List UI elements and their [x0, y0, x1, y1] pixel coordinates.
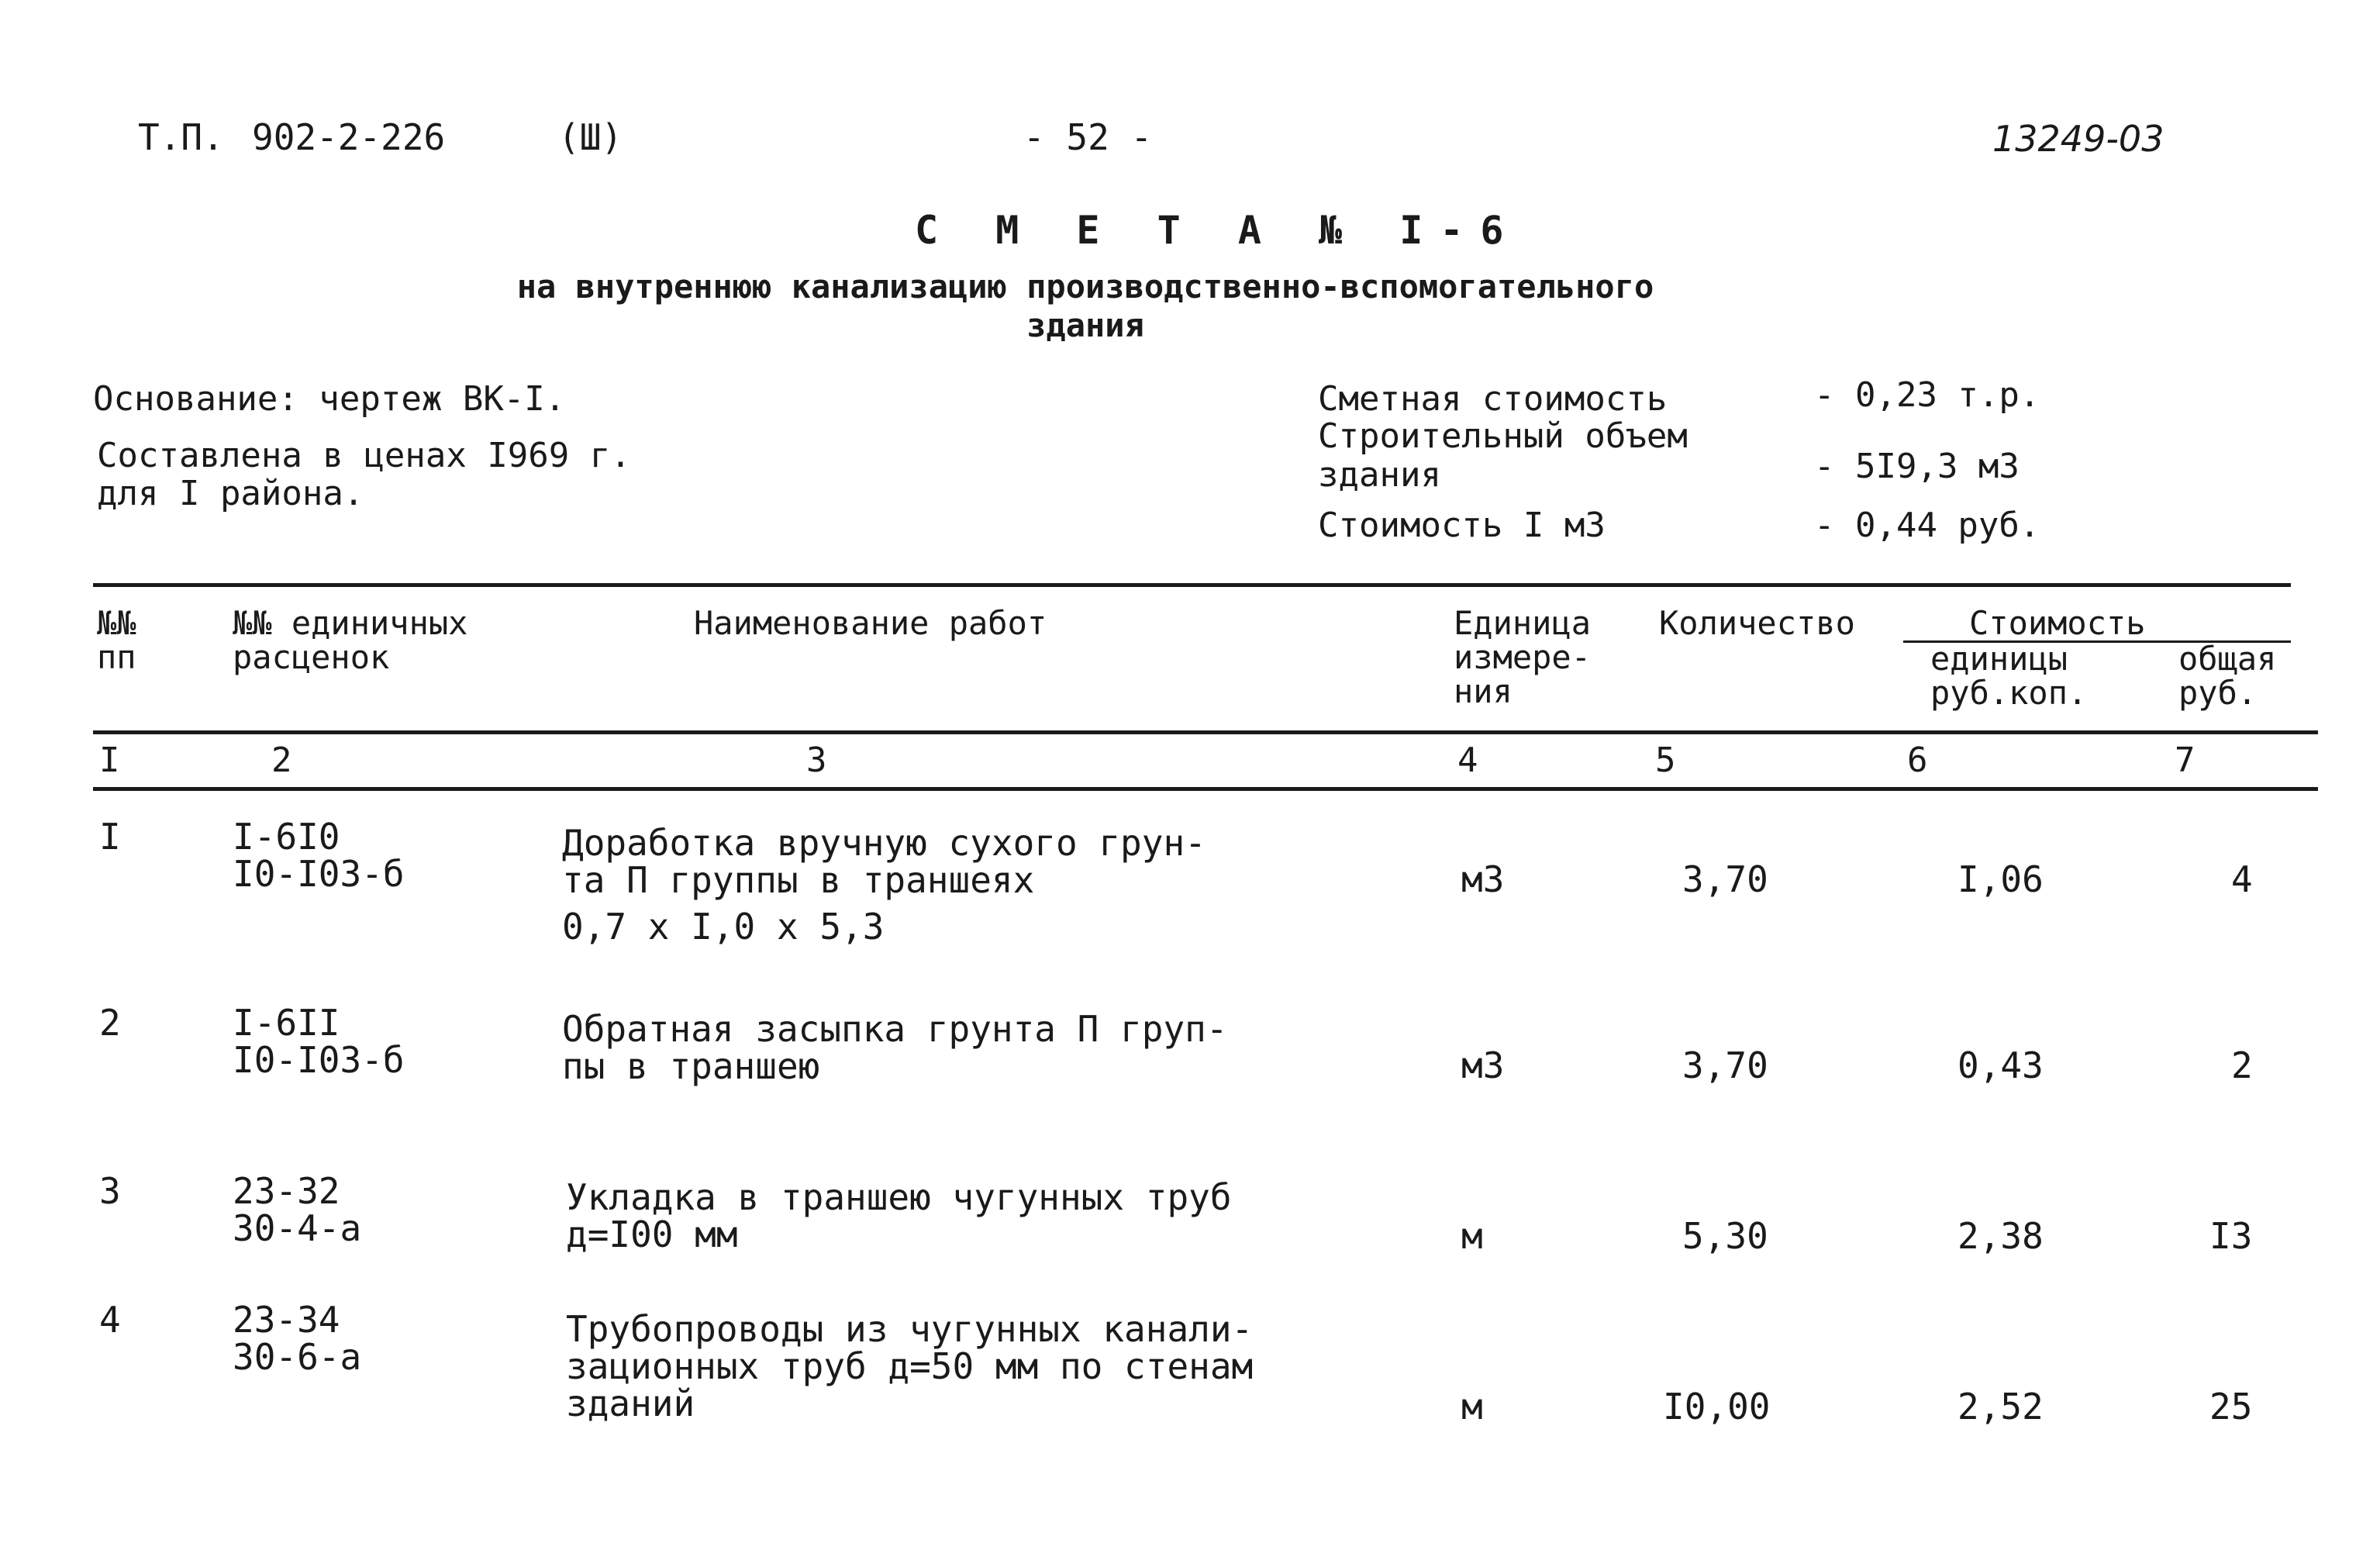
column-number: 2 — [271, 741, 292, 780]
row-rate — [233, 1301, 361, 1376]
row-total: 25 — [2209, 1386, 2253, 1428]
row-total: 2 — [2231, 1044, 2253, 1086]
row-unit: м — [1461, 1215, 1483, 1257]
row-work-name — [562, 1010, 1228, 1085]
basis-drawing: Основание: чертеж ВК-I. — [93, 379, 566, 419]
column-numbers-rule — [93, 787, 2318, 791]
row-work-name-line-1: Доработка вручную сухого грун- — [562, 822, 1206, 864]
row-unit-cost: 0,43 — [1957, 1044, 2044, 1086]
header-unit-line-3: ния — [1454, 672, 1513, 710]
row-unit: м — [1461, 1386, 1483, 1428]
column-number: 7 — [2175, 741, 2195, 780]
project-code: 902-2-226 — [252, 116, 446, 158]
archive-number: 13249-03 — [1992, 118, 2164, 160]
table-top-rule — [93, 583, 2291, 587]
row-rate-line-1: I-6I0 — [233, 816, 340, 858]
header-cost: Стоимость — [1969, 604, 2146, 642]
row-number: 4 — [99, 1299, 121, 1341]
header-rate — [233, 606, 467, 675]
header-no — [97, 606, 136, 675]
row-unit: м3 — [1461, 1044, 1505, 1086]
column-number: I — [99, 741, 120, 780]
row-work-name-line-2: пы в траншею — [562, 1045, 820, 1087]
row-work-name-line-2: д=I00 мм — [566, 1213, 738, 1255]
row-work-name-line-1: Обратная засыпка грунта П груп- — [562, 1008, 1228, 1050]
row-rate-line-2: 30-4-а — [233, 1207, 362, 1249]
row-rate-line-1: 23-32 — [233, 1170, 340, 1212]
header-work-name: Наименование работ — [694, 604, 1047, 642]
row-quantity: 5,30 — [1682, 1215, 1768, 1257]
row-work-name-line-1: Укладка в траншею чугунных труб — [566, 1176, 1232, 1218]
row-rate — [233, 1004, 405, 1079]
part-number: (Ш) — [558, 116, 623, 158]
summary-unit-cost-value: - 0,44 руб. — [1814, 506, 2040, 545]
header-total — [2178, 642, 2276, 710]
row-number: 2 — [99, 1002, 121, 1044]
row-unit: м3 — [1461, 858, 1505, 900]
column-number: 4 — [1457, 741, 1478, 780]
header-unit — [1454, 606, 1591, 709]
column-number: 6 — [1907, 741, 1928, 780]
row-work-name — [566, 1176, 1232, 1255]
header-rate-line-2: расценок — [233, 638, 390, 676]
header-unit-line-1: Единица — [1454, 604, 1592, 642]
header-unit-line-2: измере- — [1454, 638, 1592, 676]
column-number: 3 — [806, 741, 827, 780]
row-rate — [233, 816, 405, 895]
header-bottom-rule — [93, 730, 2318, 734]
row-work-name-line-3: 0,7 х I,0 х 5,3 — [562, 906, 885, 948]
header-no-line-1: №№ — [97, 604, 136, 642]
row-rate-line-1: 23-34 — [233, 1299, 340, 1341]
row-unit-cost: 2,38 — [1957, 1215, 2044, 1257]
basis-region: для I района. — [97, 474, 364, 513]
row-work-name — [562, 822, 1206, 948]
row-work-name-line-2: та П группы в траншеях — [562, 859, 1035, 901]
row-total: 4 — [2231, 858, 2253, 900]
row-quantity: 3,70 — [1682, 858, 1768, 900]
document-title: С М Е Т А № I-6 — [915, 208, 1521, 253]
page-number: - 52 - — [1023, 116, 1153, 158]
header-total-line-2: руб. — [2178, 674, 2258, 712]
header-quantity: Количество — [1659, 604, 1855, 642]
row-rate-line-2: 30-6-а — [233, 1336, 362, 1378]
subtitle-line-1: на внутреннюю канализацию производственно-вспомогательного — [516, 268, 1654, 306]
row-work-name-line-2: зационных труб д=50 мм по стенам — [566, 1345, 1254, 1387]
row-rate — [233, 1172, 361, 1247]
row-work-name-line-1: Трубопроводы из чугунных канали- — [566, 1308, 1254, 1350]
summary-unit-cost-label: Стоимость I м3 — [1318, 506, 1606, 545]
header-unit-cost-line-2: руб.коп. — [1930, 674, 2088, 712]
summary-volume-label-1: Строительный объем — [1318, 416, 1688, 456]
row-unit-cost: I,06 — [1957, 858, 2044, 900]
row-rate-line-2: I0-I03-б — [233, 1039, 405, 1081]
header-no-line-2: пп — [97, 638, 136, 676]
summary-cost-label: Сметная стоимость — [1318, 379, 1668, 419]
row-unit-cost: 2,52 — [1957, 1386, 2044, 1428]
header-unit-cost — [1930, 642, 2087, 710]
row-work-name-line-3: зданий — [566, 1383, 695, 1424]
row-quantity: 3,70 — [1682, 1044, 1768, 1086]
row-total: I3 — [2209, 1215, 2253, 1257]
summary-cost-value: - 0,23 т.р. — [1814, 375, 2040, 415]
header-unit-cost-line-1: единицы — [1930, 640, 2068, 678]
row-number: I — [99, 816, 121, 858]
row-quantity: I0,00 — [1663, 1386, 1771, 1428]
project-prefix: Т.П. — [138, 116, 224, 158]
row-work-name — [566, 1310, 1253, 1422]
row-rate-line-1: I-6II — [233, 1002, 340, 1044]
summary-volume-value: - 5I9,3 м3 — [1814, 447, 2020, 486]
header-rate-line-1: №№ единичных — [233, 604, 468, 642]
row-number: 3 — [99, 1170, 121, 1212]
summary-volume-label-2: здания — [1318, 455, 1441, 495]
row-rate-line-2: I0-I03-б — [233, 853, 405, 895]
header-total-line-1: общая — [2178, 640, 2277, 678]
column-number: 5 — [1655, 741, 1676, 780]
basis-prices: Составлена в ценах I969 г. — [97, 436, 631, 475]
subtitle-line-2: здания — [1026, 306, 1144, 344]
